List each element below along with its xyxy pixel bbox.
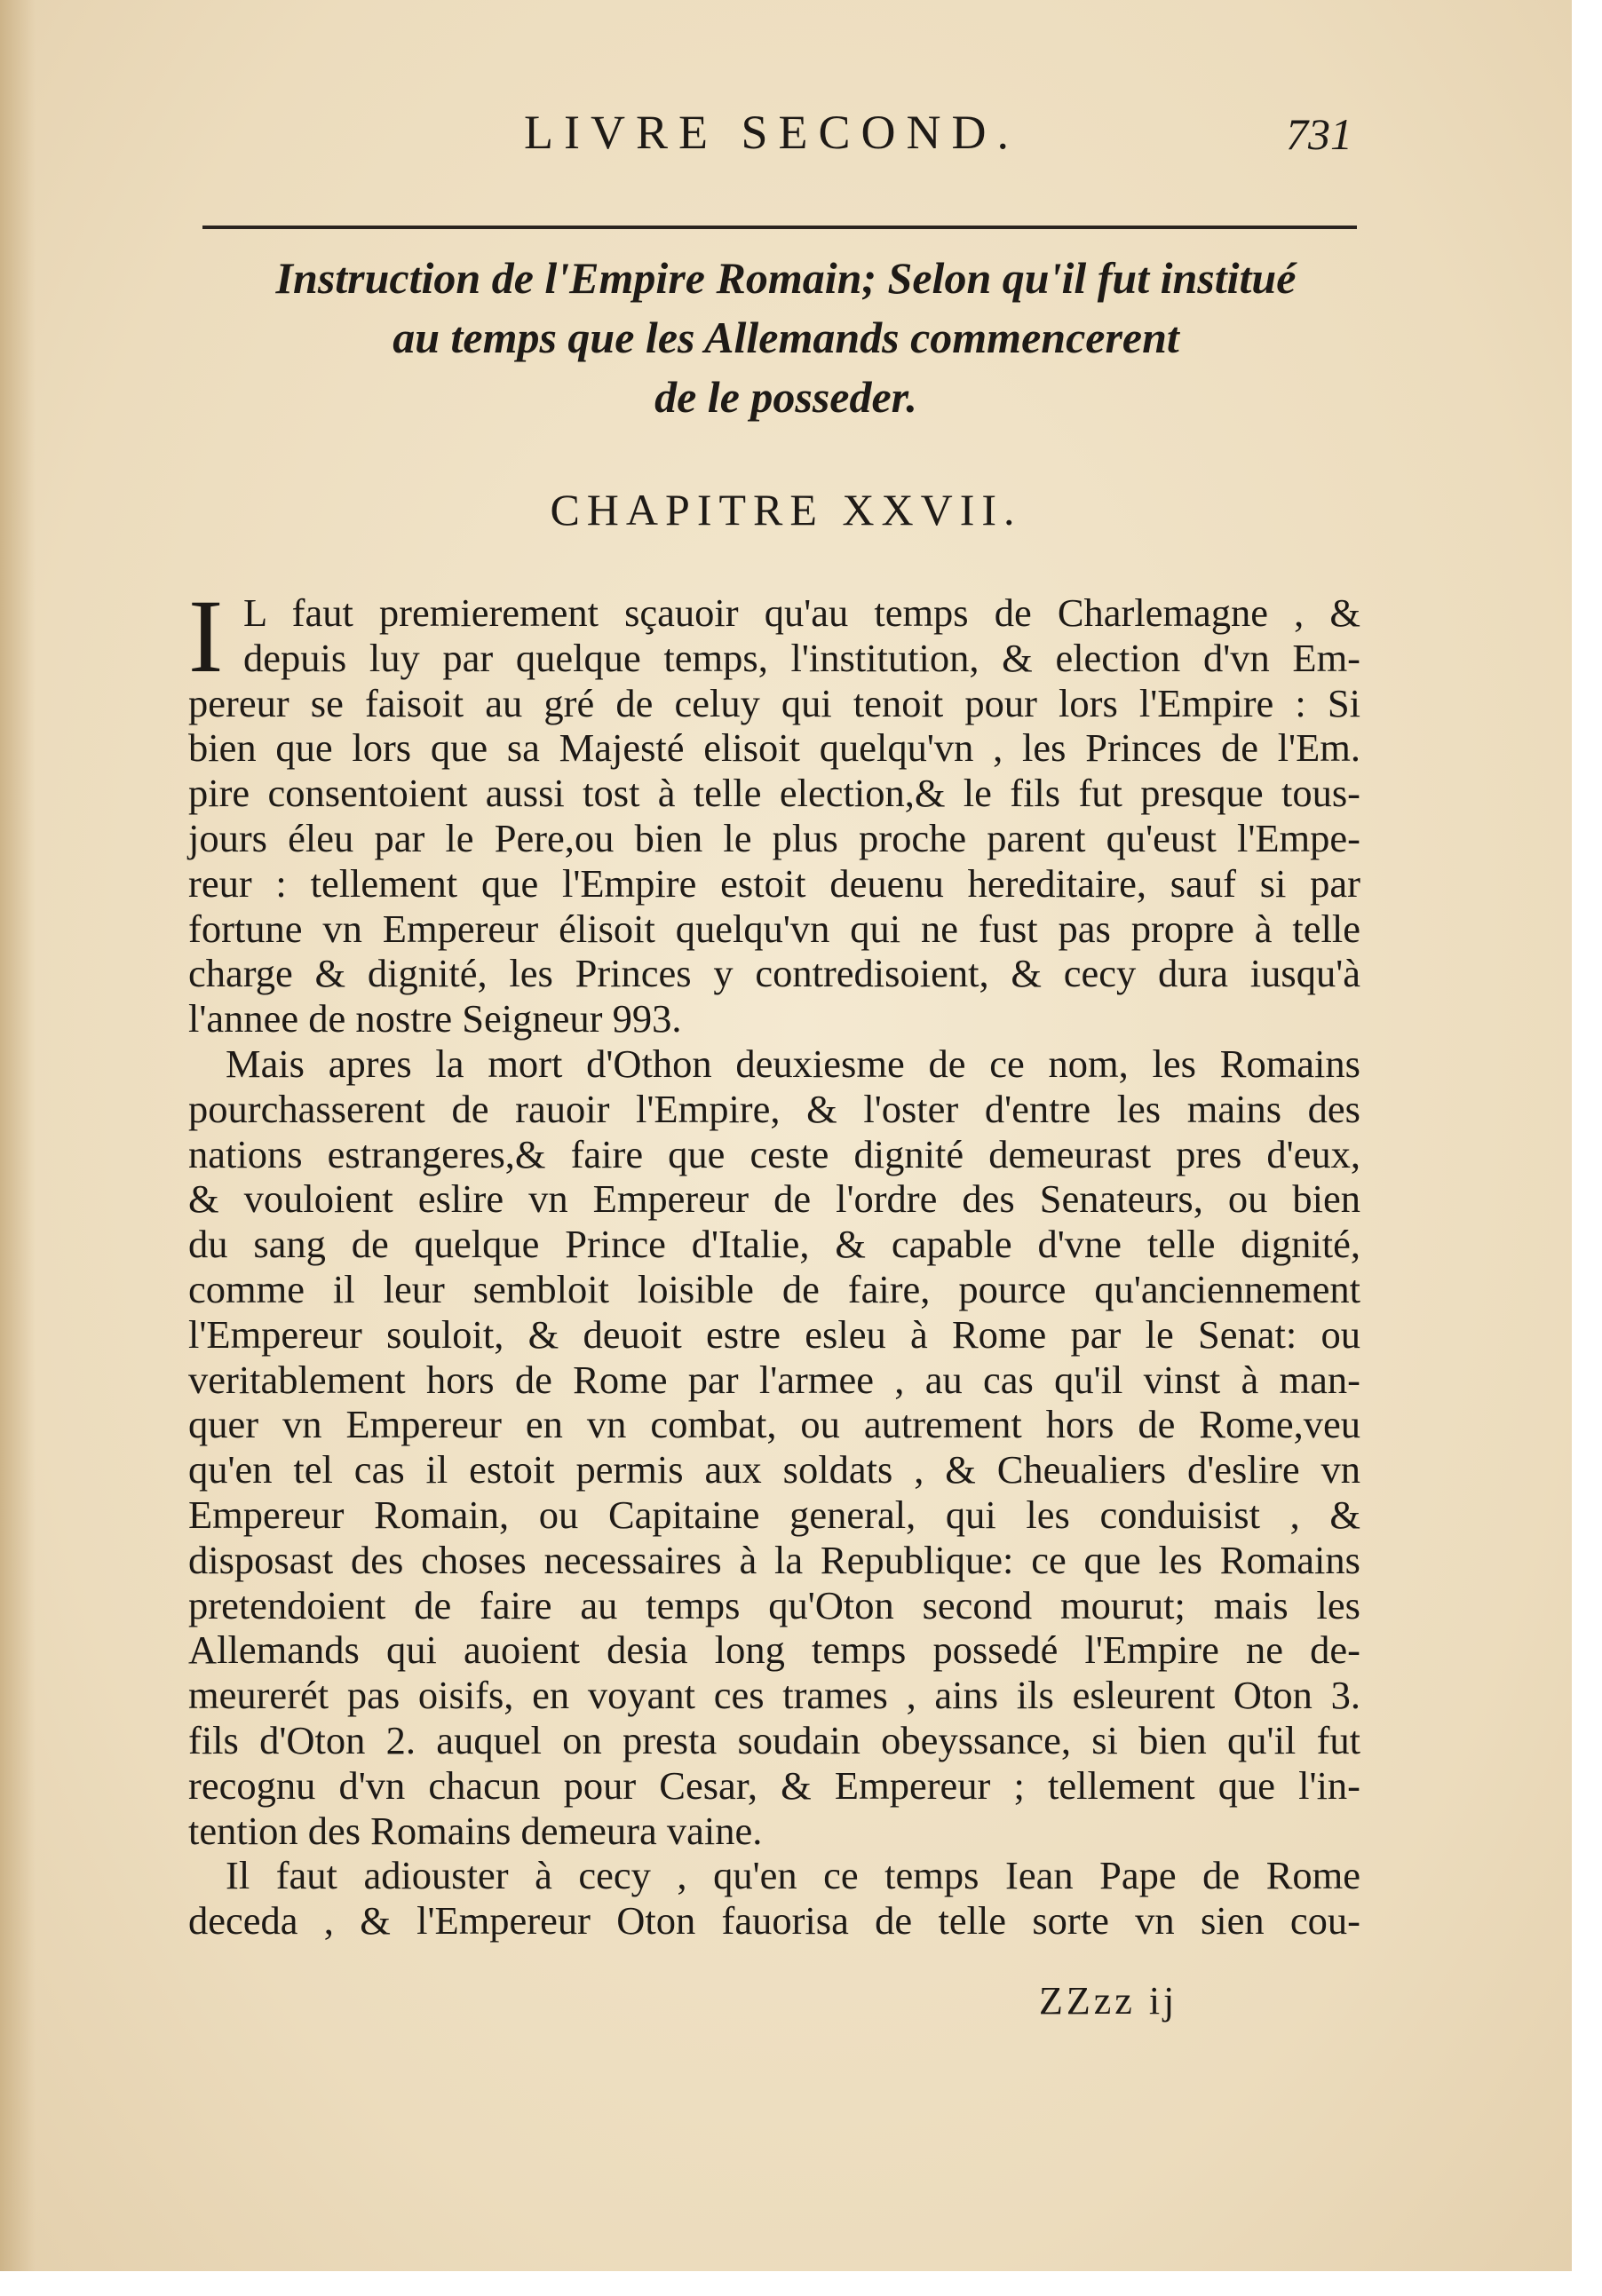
text-line: quer vn Empereur en vn combat, ou autrement hors de Rome,veu (188, 1402, 1360, 1447)
drop-cap: I (188, 578, 224, 694)
page-number: 731 (1286, 109, 1352, 159)
text-line: jours éleu par le Pere,ou bien le plus proche parent qu'eust l'Empe- (188, 815, 1360, 860)
text-line: disposast des choses necessaires à la Republique: ce que les Romains (188, 1537, 1360, 1582)
text-line: pereur se faisoit au gré de celuy qui tenoit pour lors l'Empire : Si (188, 680, 1360, 725)
text-line: du sang de quelque Prince d'Italie, & capable d'vne telle dignité, (188, 1222, 1360, 1267)
body-text (188, 578, 1360, 1944)
text-line: meurerét pas oisifs, en voyant ces trames , ains ils esleurent Oton 3. (188, 1673, 1360, 1718)
chapter-number-heading: CHAPITRE XXVII. (550, 485, 1022, 534)
spine-shadow (0, 0, 36, 2296)
text-line: l'annee de nostre Seigneur 993. (188, 996, 682, 1041)
text-line: deceda , & l'Empereur Oton fauorisa de telle sorte vn sien cou- (188, 1898, 1360, 1944)
running-head-title: LIVRE SECOND. (524, 106, 1019, 159)
text-line: qu'en tel cas il estoit permis aux soldats , & Cheualiers d'eslire vn (188, 1447, 1360, 1492)
text-line: fortune vn Empereur élisoit quelqu'vn qui ne fust pas propre à telle (188, 906, 1360, 951)
chapter-title (195, 249, 1376, 427)
text-line: reur : tellement que l'Empire estoit deuenu hereditaire, sauf si par (188, 860, 1360, 906)
signature-mark: ZZzz ij (1039, 1979, 1178, 2023)
text-line: L faut premierement sçauoir qu'au temps de Charlemagne , & (243, 590, 1360, 635)
text-line: nations estrangeres,& faire que ceste dignité demeurast pres d'eux, (188, 1131, 1360, 1176)
chapter-title-line: de le posseder. (654, 372, 917, 422)
text-line: Il faut adiouster à cecy , qu'en ce temps Iean Pape de Rome (226, 1853, 1360, 1898)
running-head (204, 105, 1359, 176)
text-line: pretendoient de faire au temps qu'Oton second mourut; mais les (188, 1582, 1360, 1627)
text-line: tention des Romains demeura vaine. (188, 1808, 763, 1853)
text-line: pourchasserent de rauoir l'Empire, & l'oster d'entre les mains des (188, 1086, 1360, 1131)
text-line: fils d'Oton 2. auquel on presta soudain obeyssance, si bien qu'il fut (188, 1717, 1360, 1762)
text-line: veritablement hors de Rome par l'armee , au cas qu'il vinst à man- (188, 1357, 1360, 1402)
text-line: depuis luy par quelque temps, l'institution, & election d'vn Em- (243, 635, 1360, 680)
text-line: recognu d'vn chacun pour Cesar, & Empereur ; tellement que l'in- (188, 1762, 1360, 1808)
header-rule (202, 226, 1357, 229)
text-line: Allemands qui auoient desia long temps possedé l'Empire ne de- (188, 1627, 1360, 1673)
page-edge-bottom (0, 2271, 1602, 2296)
text-line: bien que lors que sa Majesté elisoit quelqu'vn , les Princes de l'Em. (188, 725, 1360, 771)
chapter-title-line: Instruction de l'Empire Romain; Selon qu'il fut institué (275, 253, 1297, 303)
text-line: & vouloient eslire vn Empereur de l'ordre des Senateurs, ou bien (188, 1176, 1360, 1222)
text-line: comme il leur sembloit loisible de faire, pource qu'anciennement (188, 1266, 1360, 1311)
page-edge-right (1572, 0, 1602, 2296)
text-line: l'Empereur souloit, & deuoit estre esleu à Rome par le Senat: ou (188, 1311, 1360, 1357)
text-line: pire consentoient aussi tost à telle election,& le fils fut presque tous- (188, 771, 1360, 816)
text-line: Mais apres la mort d'Othon deuxiesme de ce nom, les Romains (226, 1041, 1360, 1086)
text-line: Empereur Romain, ou Capitaine general, qui les conduisist , & (188, 1492, 1360, 1537)
text-line: charge & dignité, les Princes y contredisoient, & cecy dura iusqu'à (188, 951, 1360, 996)
chapter-title-line: au temps que les Allemands commencerent (393, 313, 1179, 362)
